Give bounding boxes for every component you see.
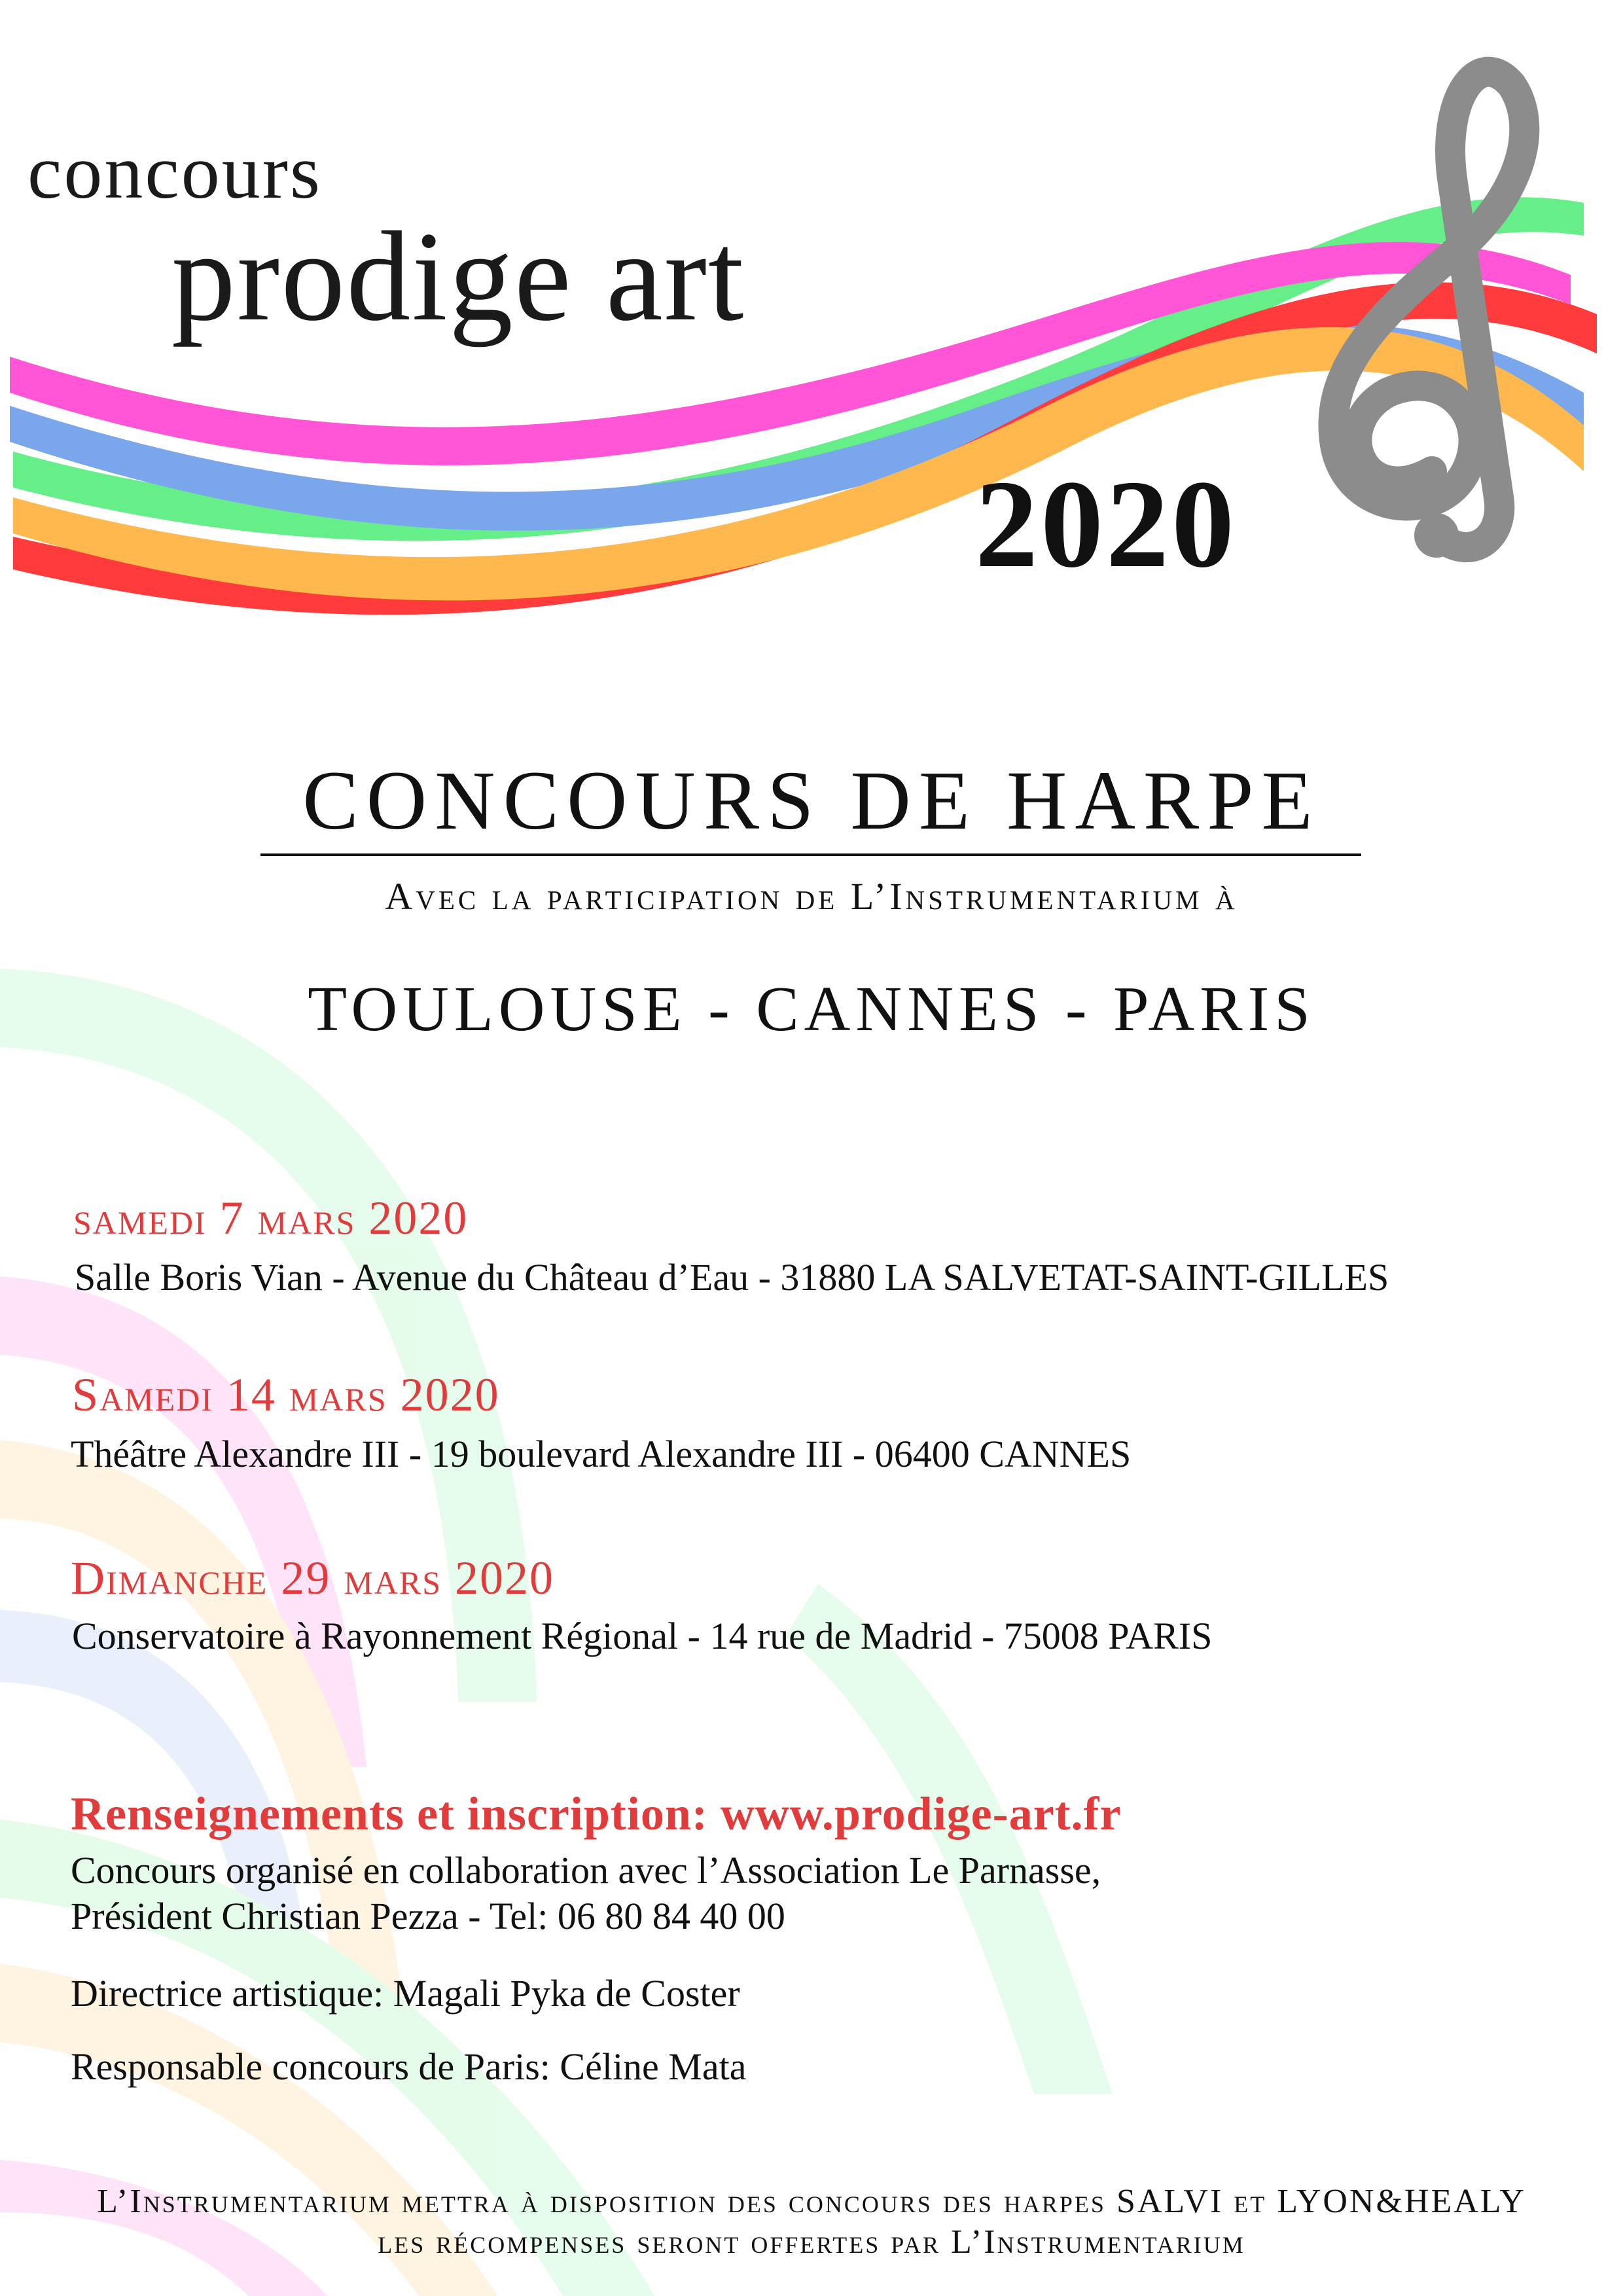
event-address-paris: Conservatoire à Rayonnement Régional - 14 rue de Madrid - 75008 PARIS — [72, 1615, 1213, 1657]
registration-heading: Renseignements et inscription: www.prodige-art.fr — [71, 1787, 1122, 1840]
cities-line: TOULOUSE - CANNES - PARIS — [308, 974, 1315, 1045]
page-title: CONCOURS DE HARPE — [302, 754, 1321, 847]
footer-line-2: les récompenses seront offertes par L’Instrumentarium — [378, 2223, 1245, 2261]
subtitle: Avec la participation de L’Instrumentarium à — [385, 875, 1238, 918]
info-line-paris-manager: Responsable concours de Paris: Céline Mata — [71, 2045, 747, 2088]
event-address-toulouse: Salle Boris Vian - Avenue du Château d’Eau - 31880 LA SALVETAT-SAINT-GILLES — [75, 1256, 1389, 1299]
info-line-organisation: Concours organisé en collaboration avec l’Association Le Parnasse, — [71, 1849, 1101, 1892]
event-date-paris: Dimanche 29 mars 2020 — [71, 1552, 555, 1604]
event-date-cannes: Samedi 14 mars 2020 — [72, 1369, 500, 1421]
logo-year: 2020 — [975, 454, 1237, 594]
info-line-president: Président Christian Pezza - Tel: 06 80 84 40 00 — [71, 1895, 785, 1937]
footer-line-1: L’Instrumentarium mettra à disposition des concours des harpes SALVI et LYON&HEALY — [97, 2183, 1526, 2220]
event-address-cannes: Théâtre Alexandre III - 19 boulevard Alexandre III - 06400 CANNES — [71, 1433, 1132, 1475]
logo-word-concours: concours — [27, 129, 322, 215]
info-line-artistic-director: Directrice artistique: Magali Pyka de Coster — [71, 1972, 740, 2015]
logo-word-prodige-art: prodige art — [171, 206, 745, 348]
title-divider — [260, 853, 1361, 856]
event-date-toulouse: samedi 7 mars 2020 — [73, 1192, 469, 1244]
